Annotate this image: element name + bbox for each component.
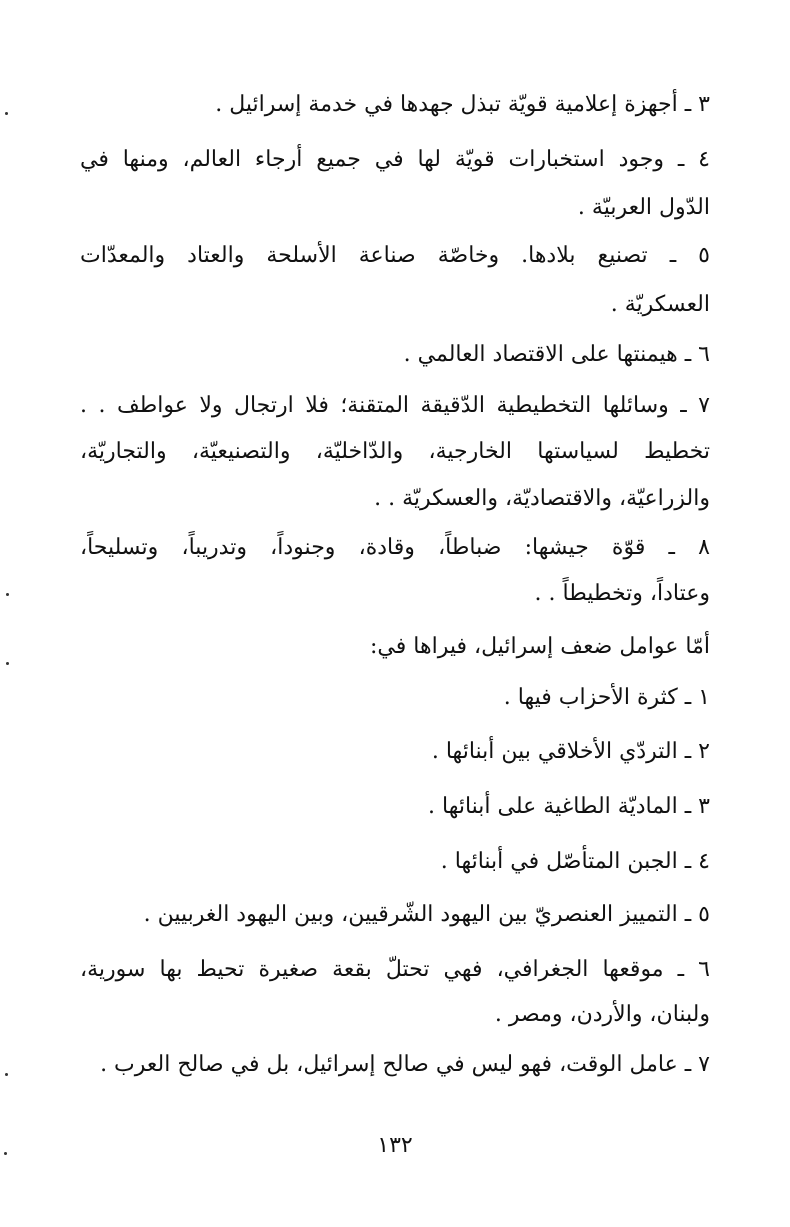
scan-speck — [4, 1152, 7, 1155]
text-line-12: أمّا عوامل ضعف إسرائيل، فيراها في: — [370, 634, 710, 659]
scan-speck — [6, 593, 9, 596]
text-line-6: ٦ ـ هيمنتها على الاقتصاد العالمي . — [403, 342, 710, 367]
text-line-20: ٧ ـ عامل الوقت، فهو ليس في صالح إسرائيل، بل في صالح العرب . — [100, 1052, 710, 1077]
scan-speck — [5, 1073, 8, 1076]
text-line-8: تخطيط لسياستها الخارجية، والدّاخليّة، والتصنيعيّة، والتجاريّة، — [80, 439, 710, 464]
text-line-1: ٣ ـ أجهزة إعلامية قويّة تبذل جهدها في خدمة إسرائيل . — [215, 92, 710, 117]
text-line-3: الدّول العربيّة . — [577, 195, 710, 220]
text-line-9: والزراعيّة، والاقتصاديّة، والعسكريّة . . — [374, 486, 710, 511]
text-line-16: ٤ ـ الجبن المتأصّل في أبنائها . — [440, 849, 710, 874]
text-line-18: ٦ ـ موقعها الجغرافي، فهي تحتلّ بقعة صغيرة تحيط بها سورية، — [80, 957, 710, 982]
scan-speck — [5, 112, 8, 115]
text-line-2: ٤ ـ وجود استخبارات قويّة لها في جميع أرجاء العالم، ومنها في — [80, 147, 710, 172]
scan-speck — [6, 662, 9, 665]
text-line-13: ١ ـ كثرة الأحزاب فيها . — [503, 685, 710, 710]
text-line-10: ٨ ـ قوّة جيشها: ضباطاً، وقادة، وجنوداً، وتدريباً، وتسليحاً، — [80, 535, 710, 560]
text-line-17: ٥ ـ التمييز العنصريّ بين اليهود الشّرقيين، وبين اليهود الغربيين . — [143, 902, 710, 927]
text-line-7: ٧ ـ وسائلها التخطيطية الدّقيقة المتقنة؛ فلا ارتجال ولا عواطف . . — [80, 393, 710, 418]
text-line-19: ولبنان، والأردن، ومصر . — [494, 1002, 710, 1027]
text-line-5: العسكريّة . — [610, 292, 710, 317]
text-line-14: ٢ ـ التردّي الأخلاقي بين أبنائها . — [431, 739, 710, 764]
text-line-15: ٣ ـ الماديّة الطاغية على أبنائها . — [428, 794, 710, 819]
text-line-11: وعتاداً، وتخطيطاً . . — [534, 581, 710, 606]
page-number: ١٣٢ — [377, 1133, 413, 1158]
text-line-4: ٥ ـ تصنيع بلادها. وخاصّة صناعة الأسلحة والعتاد والمعدّات — [80, 243, 710, 268]
